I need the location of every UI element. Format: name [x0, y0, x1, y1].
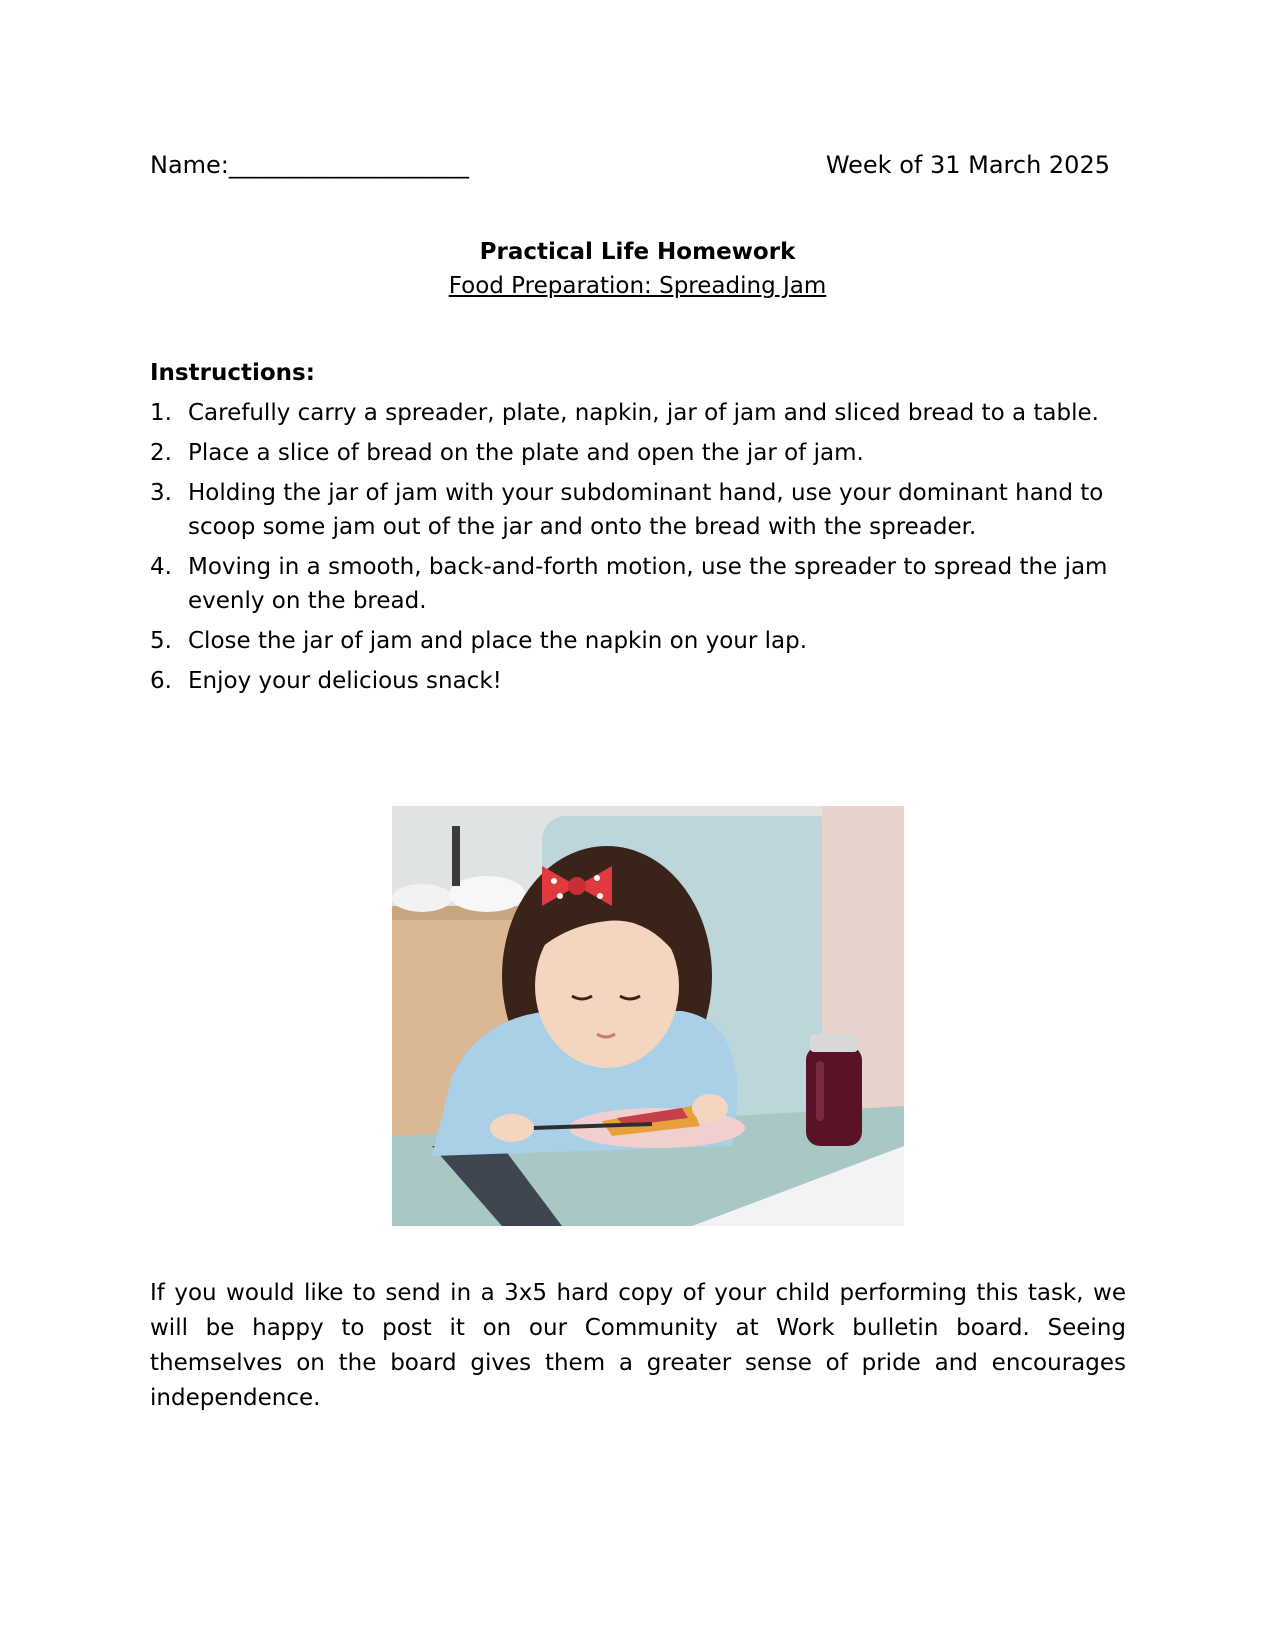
bow-dot [594, 875, 600, 881]
step-text: Enjoy your delicious snack! [188, 668, 502, 694]
closing-paragraph: If you would like to send in a 3x5 hard copy of your child performing this task, we will be happy to post it on our Community at Work bulletin board. Seeing themselves on the board gives them a greater sense of pride and encourages independence. [150, 1280, 1126, 1411]
name-field: Name:____________________ [150, 151, 469, 179]
instructions-heading: Instructions: [150, 360, 315, 386]
list-item [150, 476, 1110, 544]
week-label: Week of 31 March 2025 [825, 151, 1110, 179]
header-row [150, 148, 1110, 182]
jam-jar [806, 1046, 862, 1146]
page-title: Practical Life Homework [479, 239, 796, 265]
list-item [150, 664, 1110, 698]
step-number: 1. [150, 400, 172, 426]
step-text: Close the jar of jam and place the napkin on your lap. [188, 628, 808, 654]
page-subtitle [0, 270, 1275, 302]
list-item [150, 550, 1110, 618]
step-number: 3. [150, 480, 172, 506]
bow-dot [597, 893, 603, 899]
bow-dot [551, 878, 557, 884]
list-item [150, 436, 1110, 470]
hand [490, 1114, 534, 1142]
bowl [392, 884, 452, 912]
bow-dot [557, 893, 563, 899]
utensil [452, 826, 460, 886]
instructions-list [150, 396, 1110, 704]
step-text: Place a slice of bread on the plate and open the jar of jam. [188, 440, 864, 466]
jar-rim [810, 1034, 858, 1052]
hand [692, 1094, 728, 1122]
list-item [150, 624, 1110, 658]
child-spreading-jam-photo [392, 806, 904, 1226]
step-number: 6. [150, 668, 172, 694]
step-text: Moving in a smooth, back-and-forth motion, use the spreader to spread the jam evenly on the bread. [188, 554, 1108, 614]
jar-highlight [816, 1061, 824, 1121]
step-number: 4. [150, 554, 172, 580]
photo-illustration [392, 806, 904, 1226]
bow-knot [568, 877, 586, 895]
bowl [449, 876, 525, 912]
subtitle-text: Food Preparation: Spreading Jam [448, 273, 827, 299]
step-number: 5. [150, 628, 172, 654]
step-text: Holding the jar of jam with your subdominant hand, use your dominant hand to scoop some jam out of the jar and onto the bread with the spreader. [188, 480, 1104, 540]
list-item [150, 396, 1110, 430]
step-number: 2. [150, 440, 172, 466]
step-text: Carefully carry a spreader, plate, napkin, jar of jam and sliced bread to a table. [188, 400, 1099, 426]
